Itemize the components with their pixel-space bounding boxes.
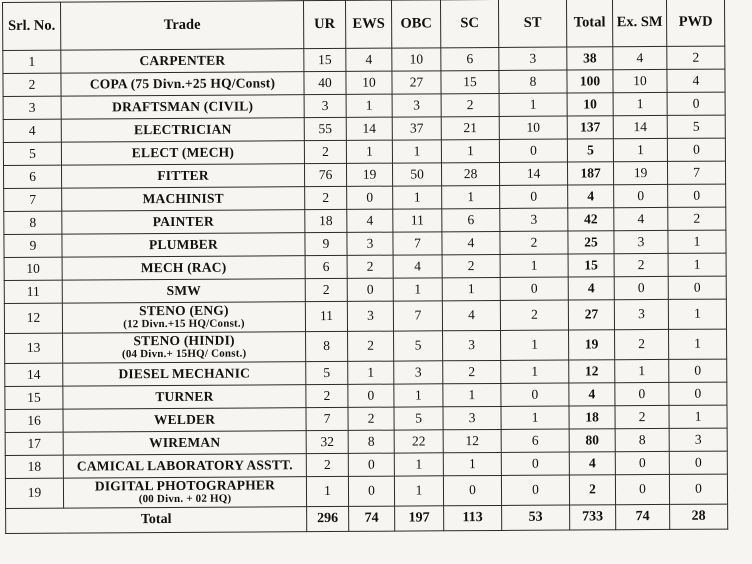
cell-ews: 8 <box>348 430 394 453</box>
cell-obc: 4 <box>393 255 442 278</box>
cell-ews: 10 <box>346 71 392 94</box>
cell-exsm: 19 <box>613 161 667 184</box>
cell-exsm: 0 <box>615 451 669 474</box>
cell-ur: 8 <box>306 331 348 361</box>
trade-note: (00 Divn. + 02 HQ) <box>138 492 232 506</box>
cell-ur: 32 <box>306 430 348 453</box>
cell-total: 4 <box>569 452 615 475</box>
totals-st: 53 <box>502 505 570 530</box>
cell-sc: 3 <box>443 406 501 429</box>
trade-name: ELECTRICIAN <box>133 121 232 138</box>
trade-name: MECH (RAC) <box>140 259 227 276</box>
cell-obc: 7 <box>393 232 442 255</box>
cell-pwd: 1 <box>668 253 726 276</box>
totals-pwd: 28 <box>670 504 728 529</box>
cell-st: 3 <box>500 208 568 231</box>
cell-sc: 21 <box>441 116 499 139</box>
cell-obc: 37 <box>392 117 441 140</box>
cell-exsm: 0 <box>615 382 669 405</box>
cell-sc: 15 <box>441 70 499 93</box>
cell-srl: 4 <box>3 119 61 142</box>
cell-trade <box>62 187 305 211</box>
cell-pwd: 1 <box>669 405 727 428</box>
totals-row <box>6 504 728 533</box>
cell-obc: 1 <box>393 278 442 301</box>
cell-obc: 1 <box>392 140 441 163</box>
cell-pwd: 0 <box>669 451 727 474</box>
totals-sc: 113 <box>444 505 502 530</box>
cell-srl: 17 <box>5 432 63 455</box>
cell-exsm: 0 <box>615 474 669 504</box>
trade-note: (12 Divn.+15 HQ/Const.) <box>123 317 245 331</box>
cell-srl: 12 <box>4 303 62 333</box>
cell-total: 80 <box>569 429 615 452</box>
trade-name: COPA (75 Divn.+25 HQ/Const) <box>89 75 276 92</box>
cell-ews: 1 <box>346 94 392 117</box>
cell-obc: 11 <box>393 209 442 232</box>
cell-obc: 7 <box>393 301 442 331</box>
cell-ews: 14 <box>346 117 392 140</box>
cell-st: 1 <box>501 406 569 429</box>
cell-st: 0 <box>501 383 569 406</box>
cell-srl: 9 <box>4 234 62 257</box>
cell-sc: 4 <box>442 231 500 254</box>
cell-trade <box>62 210 305 234</box>
cell-pwd: 1 <box>668 299 726 329</box>
cell-ews: 3 <box>347 301 393 331</box>
cell-srl: 6 <box>3 165 61 188</box>
cell-ur: 2 <box>304 140 346 163</box>
cell-srl: 7 <box>4 188 62 211</box>
cell-total: 27 <box>568 300 614 330</box>
trade-name: SMW <box>166 282 201 298</box>
cell-ews: 2 <box>347 255 393 278</box>
cell-exsm: 2 <box>615 329 669 359</box>
cell-trade <box>63 477 306 508</box>
cell-st: 3 <box>499 47 567 70</box>
cell-obc: 27 <box>392 71 441 94</box>
cell-sc: 28 <box>441 162 499 185</box>
cell-sc: 1 <box>443 452 501 475</box>
cell-ews: 1 <box>348 361 394 384</box>
cell-total: 4 <box>569 383 615 406</box>
cell-ur: 55 <box>304 117 346 140</box>
cell-trade <box>62 256 305 280</box>
cell-ews: 3 <box>347 232 393 255</box>
cell-exsm: 14 <box>613 115 667 138</box>
cell-ur: 3 <box>304 94 346 117</box>
cell-ews: 4 <box>347 209 393 232</box>
cell-trade <box>63 385 306 409</box>
cell-st: 1 <box>501 330 569 360</box>
cell-srl: 15 <box>5 386 63 409</box>
cell-sc: 2 <box>443 360 501 383</box>
cell-obc: 10 <box>392 48 441 71</box>
cell-st: 6 <box>501 429 569 452</box>
header-pwd: PWD <box>666 0 724 46</box>
cell-obc: 1 <box>393 186 442 209</box>
cell-sc: 3 <box>443 330 501 360</box>
trade-name: TURNER <box>155 388 214 404</box>
trade-name: PAINTER <box>152 213 214 229</box>
header-srl: Srl. No. <box>3 2 61 50</box>
cell-exsm: 10 <box>613 69 667 92</box>
cell-trade <box>63 362 306 386</box>
cell-trade <box>63 332 306 363</box>
cell-total: 5 <box>567 139 613 162</box>
header-st: ST <box>498 0 566 47</box>
cell-st: 0 <box>501 452 569 475</box>
cell-obc: 1 <box>394 453 443 476</box>
cell-exsm: 0 <box>614 276 668 299</box>
cell-ur: 76 <box>304 163 346 186</box>
totals-ur: 296 <box>307 506 349 531</box>
cell-sc: 6 <box>442 208 500 231</box>
header-ews: EWS <box>345 0 391 48</box>
cell-total: 2 <box>569 475 615 505</box>
cell-srl: 18 <box>5 455 63 478</box>
trade-name: DIGITAL PHOTOGRAPHER <box>94 477 276 494</box>
cell-ews: 0 <box>347 278 393 301</box>
cell-st: 2 <box>500 300 568 330</box>
totals-ews: 74 <box>349 506 395 531</box>
cell-total: 100 <box>567 70 613 93</box>
cell-trade <box>63 408 306 432</box>
cell-total: 4 <box>568 277 614 300</box>
cell-ur: 2 <box>305 186 347 209</box>
cell-obc: 1 <box>394 384 443 407</box>
cell-pwd: 0 <box>667 92 725 115</box>
cell-trade <box>61 141 304 165</box>
cell-ews: 19 <box>346 163 392 186</box>
cell-ews: 2 <box>348 407 394 430</box>
cell-ews: 0 <box>348 476 394 506</box>
cell-pwd: 7 <box>667 161 725 184</box>
cell-trade <box>62 302 305 333</box>
cell-pwd: 1 <box>668 230 726 253</box>
cell-exsm: 1 <box>615 359 669 382</box>
cell-sc: 0 <box>443 475 501 505</box>
cell-total: 12 <box>569 360 615 383</box>
cell-sc: 1 <box>443 383 501 406</box>
cell-pwd: 0 <box>667 138 725 161</box>
cell-pwd: 0 <box>669 359 727 382</box>
cell-exsm: 4 <box>614 207 668 230</box>
cell-obc: 1 <box>394 476 443 506</box>
cell-st: 1 <box>500 254 568 277</box>
cell-sc: 1 <box>441 139 499 162</box>
cell-srl: 16 <box>5 409 63 432</box>
cell-sc: 1 <box>442 277 500 300</box>
vacancy-table <box>2 0 728 534</box>
cell-obc: 5 <box>394 407 443 430</box>
cell-ews: 4 <box>346 48 392 71</box>
cell-total: 187 <box>567 162 613 185</box>
cell-srl: 2 <box>3 73 61 96</box>
cell-trade <box>61 118 304 142</box>
cell-obc: 50 <box>392 163 441 186</box>
cell-st: 10 <box>499 116 567 139</box>
cell-ur: 7 <box>306 407 348 430</box>
trade-name: DIESEL MECHANIC <box>118 365 251 382</box>
cell-ews: 0 <box>347 186 393 209</box>
cell-obc: 5 <box>394 331 443 361</box>
cell-sc: 2 <box>441 93 499 116</box>
cell-trade <box>61 164 304 188</box>
cell-total: 4 <box>568 185 614 208</box>
cell-st: 2 <box>500 231 568 254</box>
cell-ur: 18 <box>305 209 347 232</box>
table-row <box>5 329 727 363</box>
cell-trade <box>62 279 305 303</box>
cell-pwd: 1 <box>669 329 727 359</box>
cell-srl: 19 <box>5 478 63 508</box>
cell-srl: 3 <box>3 96 61 119</box>
cell-ur: 11 <box>305 301 347 331</box>
cell-trade <box>61 49 304 73</box>
header-ur: UR <box>303 0 345 48</box>
cell-exsm: 4 <box>613 46 667 69</box>
trade-note: (04 Divn.+ 15HQ/ Const.) <box>121 347 247 361</box>
cell-pwd: 0 <box>668 276 726 299</box>
trade-name: MACHINIST <box>142 190 224 207</box>
trade-name: PLUMBER <box>148 236 218 253</box>
cell-exsm: 3 <box>614 299 668 329</box>
cell-exsm: 2 <box>615 405 669 428</box>
cell-ur: 1 <box>306 476 348 506</box>
cell-pwd: 4 <box>667 69 725 92</box>
trade-name: CARPENTER <box>139 52 226 69</box>
table-row <box>4 299 726 333</box>
cell-total: 15 <box>568 254 614 277</box>
cell-obc: 3 <box>394 361 443 384</box>
cell-ur: 5 <box>306 361 348 384</box>
cell-st: 0 <box>500 277 568 300</box>
cell-exsm: 0 <box>614 184 668 207</box>
cell-total: 38 <box>567 47 613 70</box>
cell-pwd: 5 <box>667 115 725 138</box>
cell-srl: 14 <box>5 363 63 386</box>
totals-obc: 197 <box>395 506 444 531</box>
cell-obc: 3 <box>392 94 441 117</box>
trade-name: FITTER <box>157 167 209 183</box>
cell-trade <box>62 233 305 257</box>
cell-ews: 2 <box>348 331 394 361</box>
totals-label: Total <box>6 507 307 534</box>
cell-pwd: 0 <box>668 184 726 207</box>
cell-ews: 1 <box>346 140 392 163</box>
cell-st: 14 <box>499 162 567 185</box>
cell-st: 1 <box>499 93 567 116</box>
cell-exsm: 8 <box>615 428 669 451</box>
cell-srl: 13 <box>5 333 63 363</box>
cell-ur: 2 <box>306 453 348 476</box>
cell-ur: 15 <box>304 48 346 71</box>
cell-st: 8 <box>499 70 567 93</box>
header-trade: Trade <box>61 1 304 50</box>
header-row <box>3 0 725 50</box>
cell-ur: 9 <box>305 232 347 255</box>
cell-sc: 12 <box>443 429 501 452</box>
cell-exsm: 1 <box>613 138 667 161</box>
cell-srl: 5 <box>3 142 61 165</box>
cell-sc: 6 <box>441 47 499 70</box>
table-row <box>5 474 727 508</box>
cell-exsm: 1 <box>613 92 667 115</box>
cell-sc: 2 <box>442 254 500 277</box>
cell-ur: 6 <box>305 255 347 278</box>
header-exsm: Ex. SM <box>612 0 666 47</box>
cell-pwd: 0 <box>669 474 727 504</box>
cell-total: 137 <box>567 116 613 139</box>
cell-trade <box>63 431 306 455</box>
cell-ur: 2 <box>305 278 347 301</box>
trade-name: WIREMAN <box>149 434 221 451</box>
cell-pwd: 2 <box>667 46 725 69</box>
cell-ur: 2 <box>306 384 348 407</box>
cell-total: 10 <box>567 93 613 116</box>
cell-total: 19 <box>569 330 615 360</box>
totals-exsm: 74 <box>616 504 670 529</box>
trade-name: STENO (HINDI) <box>133 332 235 349</box>
cell-pwd: 2 <box>668 207 726 230</box>
cell-trade <box>61 72 304 96</box>
totals-total: 733 <box>570 505 616 530</box>
cell-srl: 10 <box>4 257 62 280</box>
header-obc: OBC <box>391 0 440 48</box>
trade-name: ELECT (MECH) <box>131 144 235 161</box>
cell-obc: 22 <box>394 430 443 453</box>
cell-trade <box>63 454 306 478</box>
cell-srl: 1 <box>3 50 61 73</box>
trade-name: DRAFTSMAN (CIVIL) <box>112 98 254 115</box>
cell-exsm: 2 <box>614 253 668 276</box>
cell-pwd: 3 <box>669 428 727 451</box>
cell-total: 42 <box>568 208 614 231</box>
cell-st: 0 <box>500 185 568 208</box>
trade-name: WELDER <box>153 411 216 427</box>
trade-name: STENO (ENG) <box>139 302 229 319</box>
cell-total: 18 <box>569 406 615 429</box>
cell-pwd: 0 <box>669 382 727 405</box>
trade-name: CAMICAL LABORATORY ASSTT. <box>76 457 293 474</box>
cell-st: 0 <box>499 139 567 162</box>
header-total: Total <box>566 0 612 47</box>
cell-st: 1 <box>501 360 569 383</box>
cell-ur: 40 <box>304 71 346 94</box>
cell-sc: 4 <box>442 300 500 330</box>
cell-trade <box>61 95 304 119</box>
cell-srl: 11 <box>4 280 62 303</box>
header-sc: SC <box>440 0 498 48</box>
cell-st: 0 <box>501 475 569 505</box>
cell-total: 25 <box>568 231 614 254</box>
cell-exsm: 3 <box>614 230 668 253</box>
cell-sc: 1 <box>442 185 500 208</box>
cell-srl: 8 <box>4 211 62 234</box>
cell-ews: 0 <box>348 384 394 407</box>
table-body <box>3 46 728 508</box>
cell-ews: 0 <box>348 453 394 476</box>
